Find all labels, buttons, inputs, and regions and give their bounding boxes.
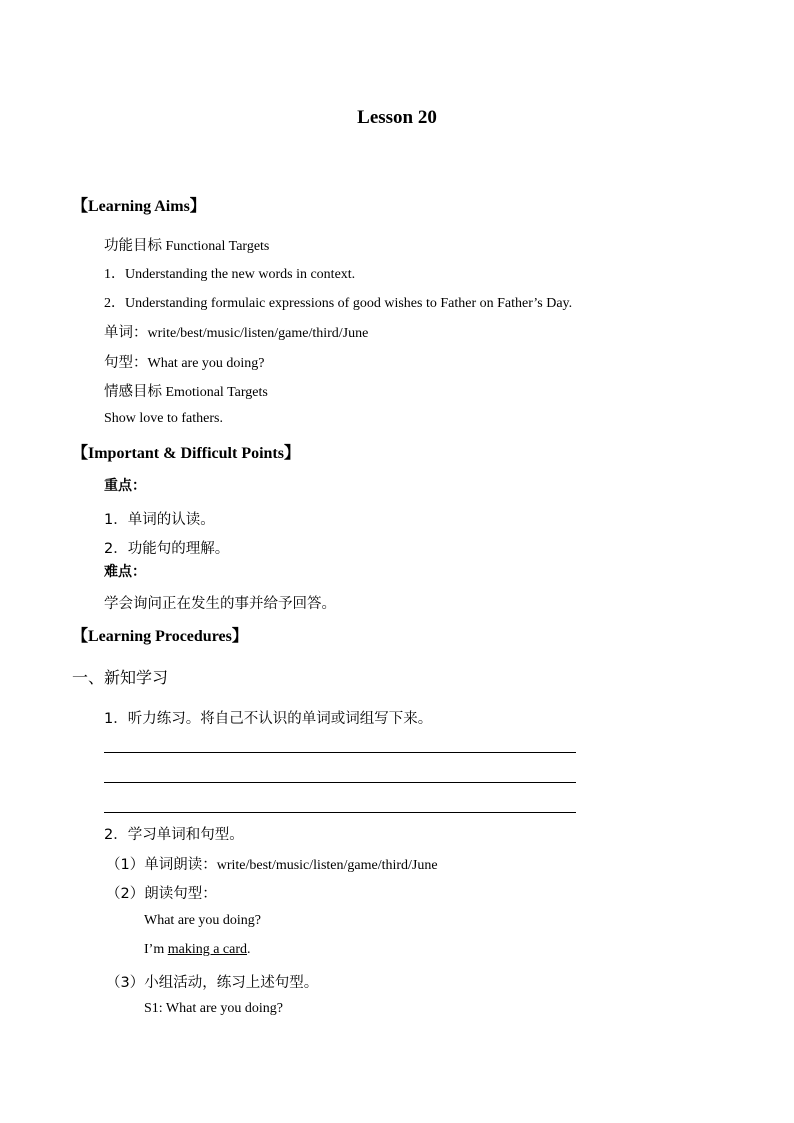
dialogue-question: What are you doing? — [144, 913, 262, 928]
emotional-targets-cn: 情感目标 — [104, 384, 162, 400]
difficult-label: 难点： — [104, 564, 146, 580]
words-list: write/best/music/listen/game/third/June — [147, 326, 369, 341]
functional-targets-en: Functional Targets — [165, 239, 270, 254]
sentence-line — [104, 351, 265, 372]
words-line — [104, 321, 368, 342]
answer-line-3[interactable] — [104, 812, 576, 813]
sub-step-1 — [106, 853, 438, 874]
sub-step-3-label: （3）小组活动，练习上述句型。 — [106, 975, 319, 991]
dialogue-answer — [144, 942, 251, 958]
step-1: 1．听力练习。将自己不认识的单词或词组写下来。 — [104, 711, 433, 727]
aim-item-2: 2．Understanding formulaic expressions of good wishes to Father on Father’s Day. — [104, 296, 573, 311]
sentence-label: 句型： — [104, 355, 148, 371]
sub-step-2-label: （2）朗读句型： — [106, 886, 217, 902]
sub-step-1-words: write/best/music/listen/game/third/June — [216, 858, 438, 873]
sentence-text: What are you doing? — [147, 356, 265, 371]
functional-targets-line — [104, 234, 269, 255]
important-points-heading: 【Important & Difficult Points】 — [72, 445, 300, 462]
emotional-targets-en: Emotional Targets — [165, 385, 268, 400]
answer-suffix: . — [247, 942, 251, 957]
emotional-text: Show love to fathers. — [104, 411, 223, 426]
step-2: 2．学习单词和句型。 — [104, 827, 244, 843]
procedures-heading: 【Learning Procedures】 — [72, 628, 248, 645]
sub-step-1-label: （1）单词朗读： — [106, 857, 217, 873]
page-title: Lesson 20 — [357, 107, 437, 128]
key-item-1: 1．单词的认读。 — [104, 512, 215, 528]
emotional-targets-line — [104, 380, 268, 401]
difficult-item-1: 学会询问正在发生的事并给予回答。 — [104, 596, 336, 612]
section-1-heading: 一、新知学习 — [72, 668, 169, 687]
answer-line-2[interactable] — [104, 782, 576, 783]
words-label: 单词： — [104, 325, 148, 341]
learning-aims-heading: 【Learning Aims】 — [72, 198, 206, 215]
aim-item-1: 1．Understanding the new words in context. — [104, 267, 356, 282]
key-item-2: 2．功能句的理解。 — [104, 541, 230, 557]
answer-line-1[interactable] — [104, 752, 576, 753]
s1-line: S1: What are you doing? — [144, 1001, 283, 1016]
answer-underlined: making a card — [167, 942, 248, 957]
functional-targets-cn: 功能目标 — [104, 238, 162, 254]
key-label: 重点： — [104, 478, 146, 494]
answer-prefix: I’m — [144, 942, 168, 957]
